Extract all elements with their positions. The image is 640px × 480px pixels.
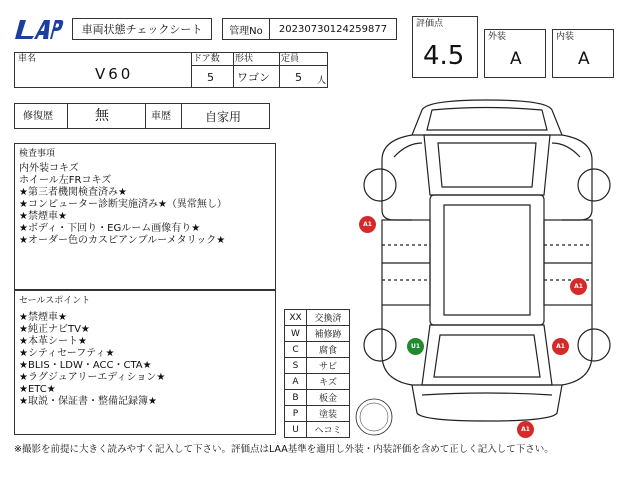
- inspection-line: 内外装コキズ: [19, 163, 79, 174]
- sales-points-section: [14, 290, 276, 435]
- legend-meaning: 板金: [307, 390, 350, 406]
- exterior-grade-box: [484, 29, 546, 78]
- legend-meaning: 腐食: [307, 342, 350, 358]
- legend-meaning: ヘコミ: [307, 422, 350, 438]
- inspection-line: ★禁煙車★: [19, 211, 67, 222]
- vehicle-history-label: 車歴: [151, 111, 171, 122]
- damage-mark-right-side: A1: [570, 278, 587, 295]
- sales-point-line: ★BLIS・LDW・ACC・CTA★: [19, 360, 152, 371]
- footer-note: ※撮影を前提に大きく読みやすく記入して下さい。評価点はLAA基準を適用し外装・内装評価を含めて正しく記入して下さい。: [14, 444, 554, 455]
- inspection-title: 検査事項: [19, 149, 56, 159]
- damage-code-legend: [284, 309, 350, 438]
- doors-label: ドア数: [193, 54, 220, 64]
- car-name-value: V60: [95, 65, 134, 83]
- sales-point-line: ★純正ナビTV★: [19, 324, 90, 335]
- interior-grade-box: [552, 29, 614, 78]
- inspection-line: ★コンピューター診断実施済み★（異常無し）: [19, 199, 227, 210]
- legend-meaning: サビ: [307, 358, 350, 374]
- legend-code: A: [285, 374, 307, 390]
- legend-row: [285, 358, 350, 374]
- legend-code: U: [285, 422, 307, 438]
- legend-row: [285, 374, 350, 390]
- body-type-value: ワゴン: [237, 71, 270, 84]
- sales-point-line: ★ETC★: [19, 384, 56, 395]
- legend-code: B: [285, 390, 307, 406]
- legend-code: XX: [285, 310, 307, 326]
- legend-meaning: キズ: [307, 374, 350, 390]
- legend-row: [285, 326, 350, 342]
- inspection-line: ホイール左FRコキズ: [19, 175, 112, 186]
- legend-row: [285, 390, 350, 406]
- body-type-label: 形状: [235, 54, 254, 64]
- legend-row: [285, 310, 350, 326]
- legend-code: S: [285, 358, 307, 374]
- inspection-line: ★オーダー色のカスピアンブルーメタリック★: [19, 235, 226, 246]
- legend-meaning: 交換済: [307, 310, 350, 326]
- capacity-unit: 人: [317, 76, 327, 86]
- sales-points-title: セールスポイント: [19, 296, 91, 306]
- exterior-grade-label: 外装: [488, 32, 507, 42]
- exterior-grade-value: A: [510, 49, 522, 69]
- legend-meaning: 塗装: [307, 406, 350, 422]
- sales-point-line: ★取説・保証書・整備記録簿★: [19, 396, 157, 407]
- damage-mark-rear-bumper: A1: [517, 421, 534, 438]
- legend-code: P: [285, 406, 307, 422]
- inspection-line: ★第三者機関検査済み★: [19, 187, 127, 198]
- history-row: [14, 103, 270, 129]
- capacity-value: 5: [295, 71, 302, 84]
- legend-row: [285, 422, 350, 438]
- management-no-label: 管理No: [222, 18, 270, 40]
- overall-score-box: [412, 16, 478, 78]
- laa-logo: [14, 17, 64, 41]
- interior-grade-value: A: [578, 49, 590, 69]
- repair-history-value: 無: [95, 108, 109, 124]
- vehicle-info-row: [14, 52, 328, 88]
- legend-row: [285, 342, 350, 358]
- car-damage-diagram: [352, 95, 622, 440]
- sales-point-line: ★シティセーフティ★: [19, 348, 115, 359]
- capacity-label: 定員: [281, 54, 300, 64]
- damage-mark-front-left: A1: [359, 216, 376, 233]
- damage-mark-rear-left: U1: [407, 338, 424, 355]
- car-name-label: 車名: [18, 54, 37, 64]
- interior-grade-label: 内装: [556, 32, 575, 42]
- sales-point-line: ★ラグジュアリーエディション★: [19, 372, 166, 383]
- management-no-value: 20230730124259877: [269, 18, 397, 40]
- sales-point-line: ★本革シート★: [19, 336, 87, 347]
- damage-mark-rear-right: A1: [552, 338, 569, 355]
- legend-code: W: [285, 326, 307, 342]
- legend-code: C: [285, 342, 307, 358]
- legend-meaning: 補修跡: [307, 326, 350, 342]
- vehicle-history-value: 自家用: [205, 110, 242, 124]
- inspection-section: [14, 143, 276, 290]
- legend-row: [285, 406, 350, 422]
- inspection-line: ★ボディ・下回り・EGルーム画像有り★: [19, 223, 201, 234]
- sales-point-line: ★禁煙車★: [19, 312, 67, 323]
- repair-history-label: 修復歴: [23, 111, 53, 122]
- overall-score-label: 評価点: [416, 19, 444, 29]
- sheet-title: 車両状態チェックシート: [72, 18, 212, 40]
- doors-value: 5: [207, 71, 214, 84]
- overall-score-value: 4.5: [423, 41, 465, 71]
